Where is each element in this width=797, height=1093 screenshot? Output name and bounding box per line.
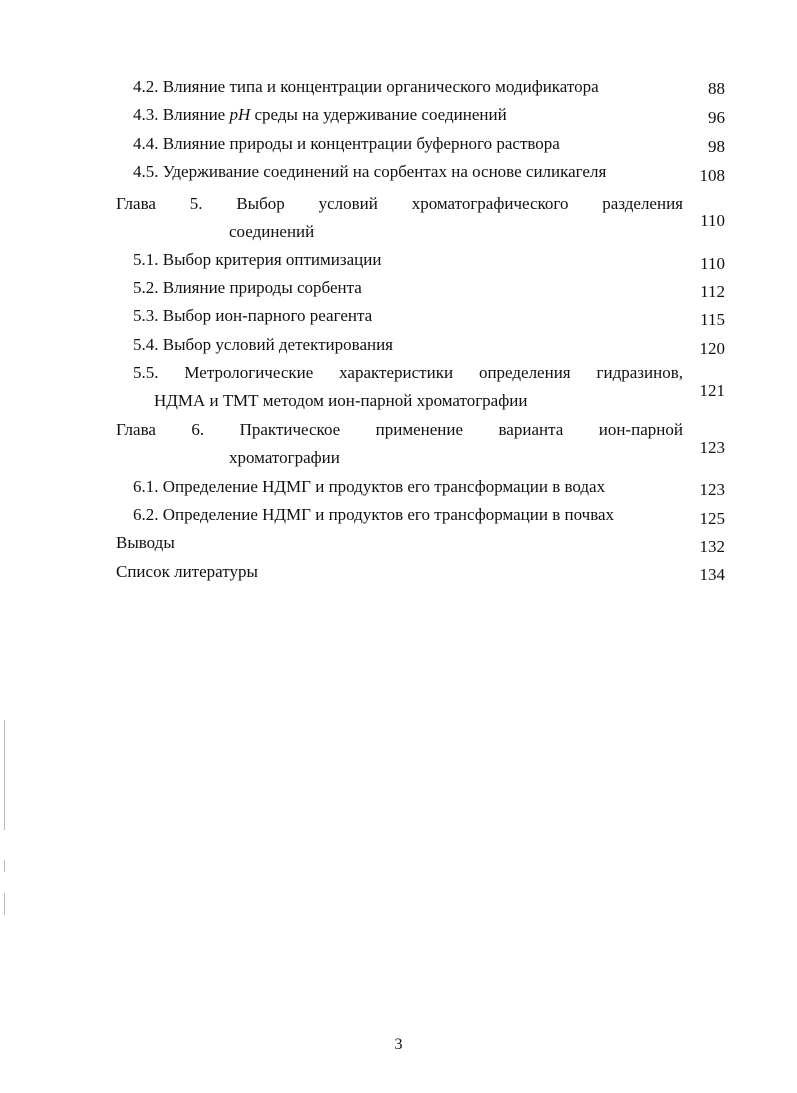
- toc-word: Метрологические: [184, 363, 314, 382]
- toc-entry-title: 6.2. Определение НДМГ и продуктов его трансформации в почвах: [133, 505, 615, 524]
- toc-word: Выбор: [236, 194, 285, 213]
- toc-entry-title: 5.1. Выбор критерия оптимизации: [133, 250, 382, 269]
- scan-edge-mark: [4, 860, 5, 872]
- toc-page-number: 125: [699, 509, 725, 528]
- toc-entry-4-5: [133, 158, 606, 186]
- toc-entry-4-4: [133, 130, 560, 158]
- toc-page-number: 88: [708, 79, 725, 98]
- toc-page-number: 98: [708, 137, 725, 156]
- toc-word: 5.5.: [133, 363, 159, 382]
- toc-entry-title-suffix: среды на удерживание соединений: [250, 105, 507, 124]
- toc-page-number: 110: [700, 254, 725, 273]
- toc-word: 5.: [189, 194, 203, 213]
- toc-word: Практическое: [239, 420, 341, 439]
- toc-page-number: 134: [699, 565, 725, 584]
- toc-entry-6-1: [133, 473, 605, 501]
- toc-chapter-6: [116, 416, 683, 472]
- toc-page-number: 110: [700, 211, 725, 230]
- toc-entry-title-continuation: НДМА и ТМТ методом ион-парной хроматографии: [154, 391, 528, 410]
- toc-entry-5-4: [133, 331, 393, 359]
- toc-page-number: 123: [699, 438, 725, 457]
- toc-entry-4-3: [133, 101, 507, 129]
- toc-entry-6-2: [133, 501, 614, 529]
- toc-page-number: 132: [699, 537, 725, 556]
- toc-entry-title: Список литературы: [116, 562, 258, 581]
- toc-entry-title: 4.5. Удерживание соединений на сорбентах на основе силикагеля: [133, 162, 607, 181]
- toc-word: варианта: [498, 420, 564, 439]
- page-number: 3: [394, 1036, 403, 1053]
- toc-word: Глава: [116, 420, 156, 439]
- toc-page-number: 96: [708, 108, 725, 127]
- toc-entry-5-5: [133, 359, 683, 415]
- toc-chapter-title-continuation: хроматографии: [229, 448, 340, 467]
- toc-entry-title: 4.2. Влияние типа и концентрации органического модификатора: [133, 77, 599, 96]
- toc-chapter-5: [116, 190, 683, 246]
- toc-page-number: 108: [699, 166, 725, 185]
- toc-word: разделения: [602, 194, 683, 213]
- toc-page-number: 115: [700, 310, 725, 329]
- toc-word: условий: [318, 194, 378, 213]
- toc-entry-title: Выводы: [116, 533, 175, 552]
- toc-entry-4-2: [133, 73, 599, 101]
- toc-page-number: 112: [700, 282, 725, 301]
- toc-entry-title-ph: pH: [229, 105, 251, 124]
- toc-chapter-title-continuation: соединений: [229, 222, 315, 241]
- toc-word: ион-парной: [598, 420, 683, 439]
- scan-edge-mark: [4, 720, 5, 830]
- toc-entry-title: 5.3. Выбор ион-парного реагента: [133, 306, 373, 325]
- toc-entry-5-2: [133, 274, 362, 302]
- toc-chapter-title-line: [116, 416, 683, 444]
- toc-entry-title: 4.4. Влияние природы и концентрации буферного раствора: [133, 134, 560, 153]
- toc-entry-title-line: [133, 359, 683, 387]
- toc-word: 6.: [191, 420, 205, 439]
- toc-page-number: 121: [699, 381, 725, 400]
- toc-word: Глава: [116, 194, 156, 213]
- toc-page-number: 120: [699, 339, 725, 358]
- toc-entry-5-3: [133, 302, 372, 330]
- toc-entry-conclusions: [116, 529, 175, 557]
- toc-entry-5-1: [133, 246, 381, 274]
- toc-word: применение: [375, 420, 464, 439]
- toc-word: хроматографического: [411, 194, 569, 213]
- toc-entry-title: 6.1. Определение НДМГ и продуктов его трансформации в водах: [133, 477, 606, 496]
- scan-edge-mark: [4, 893, 5, 915]
- toc-word: характеристики: [339, 363, 454, 382]
- toc-entry-title-prefix: 4.3. Влияние: [133, 105, 230, 124]
- toc-page-number: 123: [699, 480, 725, 499]
- toc-word: определения: [478, 363, 571, 382]
- toc-word: гидразинов,: [596, 363, 683, 382]
- toc-entry-references: [116, 558, 258, 586]
- toc-entry-title: 5.4. Выбор условий детектирования: [133, 335, 394, 354]
- toc-entry-title: 5.2. Влияние природы сорбента: [133, 278, 362, 297]
- toc-chapter-title-line: [116, 190, 683, 218]
